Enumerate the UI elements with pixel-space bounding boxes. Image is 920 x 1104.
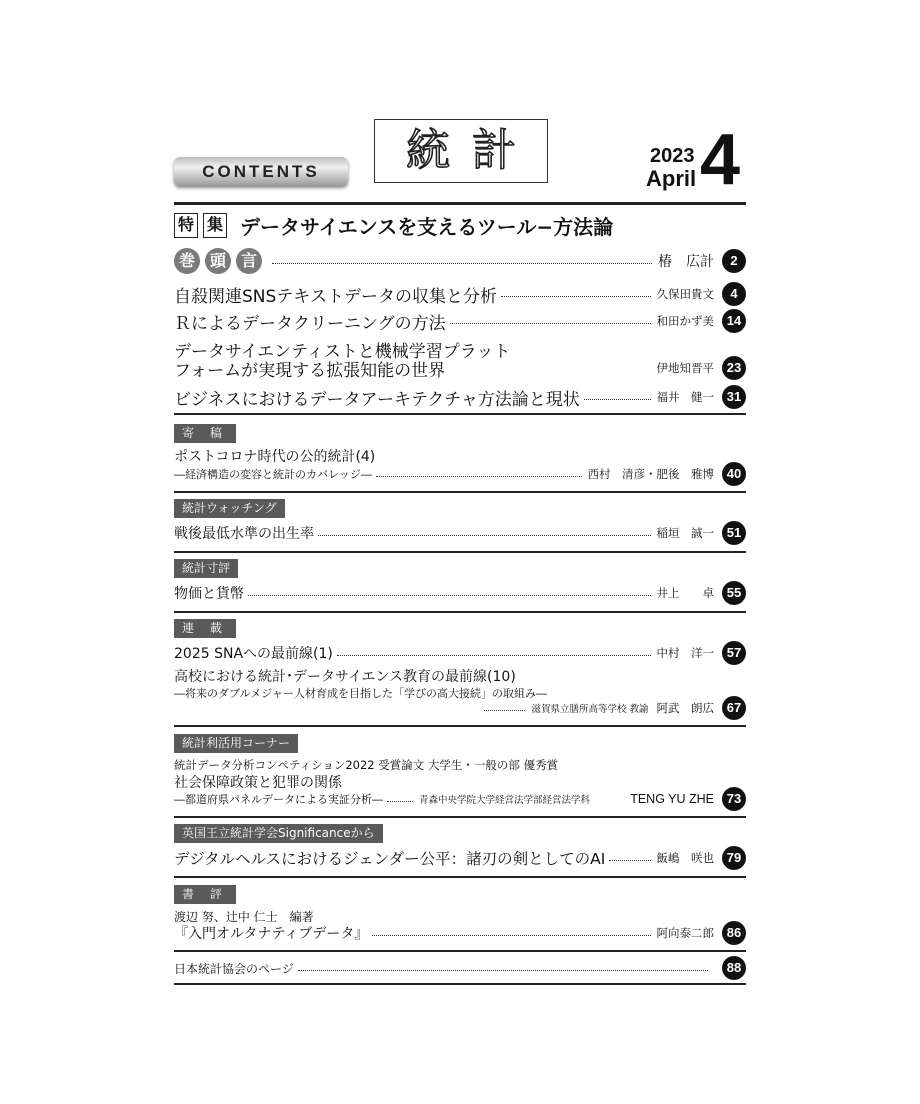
section-rule xyxy=(174,876,746,878)
page-number: 67 xyxy=(722,696,746,720)
feature-tag-2: 集 xyxy=(203,213,227,238)
leader-dots xyxy=(372,935,650,936)
page-number: 40 xyxy=(722,462,746,486)
section-rule xyxy=(174,950,746,952)
entry-title: フォームが実現する拡張知能の世界 xyxy=(174,360,446,381)
contents-label: CONTENTS xyxy=(174,157,348,186)
entry-author: TENG YU ZHE xyxy=(630,792,714,806)
foreword-char-1: 巻 xyxy=(174,248,200,274)
entry-title: 自殺関連SNSテキストデータの収集と分析 xyxy=(174,286,497,307)
entry-title: 物価と貨幣 xyxy=(174,586,244,602)
feature-tag-1: 特 xyxy=(174,213,198,238)
page-number: 23 xyxy=(722,356,746,380)
toc-entry[interactable] xyxy=(174,955,746,981)
entry-title: 『入門オルタナティブデータ』 xyxy=(174,926,369,942)
toc-entry[interactable] xyxy=(174,308,746,334)
leader-dots xyxy=(584,399,651,400)
toc-entry[interactable] xyxy=(480,695,746,721)
page-number: 79 xyxy=(722,846,746,870)
issue-month: April xyxy=(646,166,697,191)
toc-entry[interactable] xyxy=(174,786,746,812)
leader-dots xyxy=(609,860,650,861)
toc-entry[interactable] xyxy=(174,640,746,666)
entry-author: 阿向泰二郎 xyxy=(656,926,714,940)
entry-award: 統計データ分析コンペティション2022 受賞論文 大学生・一般の部 優秀賞 xyxy=(174,758,559,772)
entry-title: 2025 SNAへの最前線(1) xyxy=(174,646,333,662)
leader-dots xyxy=(272,263,652,264)
issue-year: 2023 xyxy=(650,145,695,167)
entry-author: 中村 洋一 xyxy=(656,646,714,660)
leader-dots xyxy=(337,655,651,656)
leader-dots xyxy=(298,970,708,971)
header-rule xyxy=(174,202,746,205)
section-label-significance: 英国王立統計学会Significanceから xyxy=(174,824,383,843)
page-number: 55 xyxy=(722,581,746,605)
toc-entry[interactable] xyxy=(174,355,746,381)
entry-author: 井上 卓 xyxy=(656,586,714,600)
magazine-title: 統計 xyxy=(406,125,538,176)
entry-title: Ｒによるデータクリーニングの方法 xyxy=(174,313,446,334)
bottom-rule xyxy=(174,983,746,985)
toc-entry[interactable] xyxy=(174,920,746,946)
section-label-watching: 統計ウォッチング xyxy=(174,499,285,518)
toc-entry[interactable] xyxy=(174,384,746,410)
section-label-rensai: 連 載 xyxy=(174,619,236,638)
page-number: 86 xyxy=(722,921,746,945)
foreword-char-3: 言 xyxy=(236,248,262,274)
entry-author: 飯嶋 咲也 xyxy=(656,851,714,865)
section-label-kikou: 寄 稿 xyxy=(174,424,236,443)
page-number: 2 xyxy=(722,249,746,273)
entry-title-line1: データサイエンティストと機械学習プラット xyxy=(174,342,511,362)
page-number: 14 xyxy=(722,309,746,333)
toc-entry[interactable] xyxy=(174,520,746,546)
section-rule xyxy=(174,491,746,493)
entry-author: 福井 健一 xyxy=(656,390,714,404)
toc-entry[interactable] xyxy=(174,580,746,606)
entry-author: 稲垣 誠一 xyxy=(656,526,714,540)
leader-dots xyxy=(387,801,413,802)
entry-subtitle: ―将来のダブルメジャー人材育成を目指した「学びの高大接続」の取組み― xyxy=(174,687,548,700)
page-number: 31 xyxy=(722,385,746,409)
leader-dots xyxy=(501,296,651,297)
section-label-katsuyou: 統計利活用コーナー xyxy=(174,734,298,753)
toc-entry[interactable] xyxy=(174,461,746,487)
entry-title: 社会保障政策と犯罪の関係 xyxy=(174,775,342,791)
page-number: 88 xyxy=(722,956,746,980)
entry-affiliation: 青森中央学院大学経営法学部経営法学科 xyxy=(419,795,591,806)
foreword-entry[interactable] xyxy=(268,248,746,274)
entry-title: 戦後最低水準の出生率 xyxy=(174,526,314,542)
entry-editors: 渡辺 努、辻中 仁士 編著 xyxy=(174,910,314,924)
entry-title: ポストコロナ時代の公的統計(4) xyxy=(174,449,376,465)
entry-author: 西村 清彦・肥後 雅博 xyxy=(587,467,714,481)
entry-title: デジタルヘルスにおけるジェンダー公平：諸刃の剣としてのAI xyxy=(174,850,606,868)
page-number: 57 xyxy=(722,641,746,665)
section-rule xyxy=(174,816,746,818)
entry-author: 阿武 朗広 xyxy=(656,701,714,715)
entry-author: 和田かず美 xyxy=(656,314,714,328)
entry-author: 久保田貴文 xyxy=(656,287,714,301)
leader-dots xyxy=(450,323,651,324)
leader-dots xyxy=(484,710,525,711)
section-label-shohyo: 書 評 xyxy=(174,885,236,904)
entry-title: ビジネスにおけるデータアーキテクチャ方法論と現状 xyxy=(174,389,580,410)
entry-title: 日本統計協会のページ xyxy=(174,961,294,976)
magazine-title-box xyxy=(374,119,548,183)
entry-author: 伊地知晋平 xyxy=(656,361,714,375)
foreword-author: 椿 広計 xyxy=(658,254,714,270)
leader-dots xyxy=(318,535,651,536)
feature-title: データサイエンスを支えるツール−方法論 xyxy=(240,215,614,239)
page-number: 51 xyxy=(722,521,746,545)
entry-title: 高校における統計･データサイエンス教育の最前線(10) xyxy=(174,669,516,685)
foreword-char-2: 頭 xyxy=(205,248,231,274)
leader-dots xyxy=(248,595,651,596)
toc-entry[interactable] xyxy=(174,281,746,307)
section-rule xyxy=(174,551,746,553)
page-number: 73 xyxy=(722,787,746,811)
page-number: 4 xyxy=(722,282,746,306)
toc-entry[interactable] xyxy=(174,845,746,871)
leader-dots xyxy=(376,476,582,477)
section-rule xyxy=(174,611,746,613)
section-label-sunpyo: 統計寸評 xyxy=(174,559,238,578)
entry-subtitle: ―都道府県パネルデータによる実証分析― xyxy=(174,793,383,806)
section-rule xyxy=(174,725,746,727)
section-rule xyxy=(174,413,746,415)
entry-subtitle: ―経済構造の変容と統計のカバレッジ― xyxy=(174,468,372,481)
entry-affiliation: 滋賀県立膳所高等学校 教諭 xyxy=(531,704,649,715)
issue-number: 4 xyxy=(700,120,741,200)
